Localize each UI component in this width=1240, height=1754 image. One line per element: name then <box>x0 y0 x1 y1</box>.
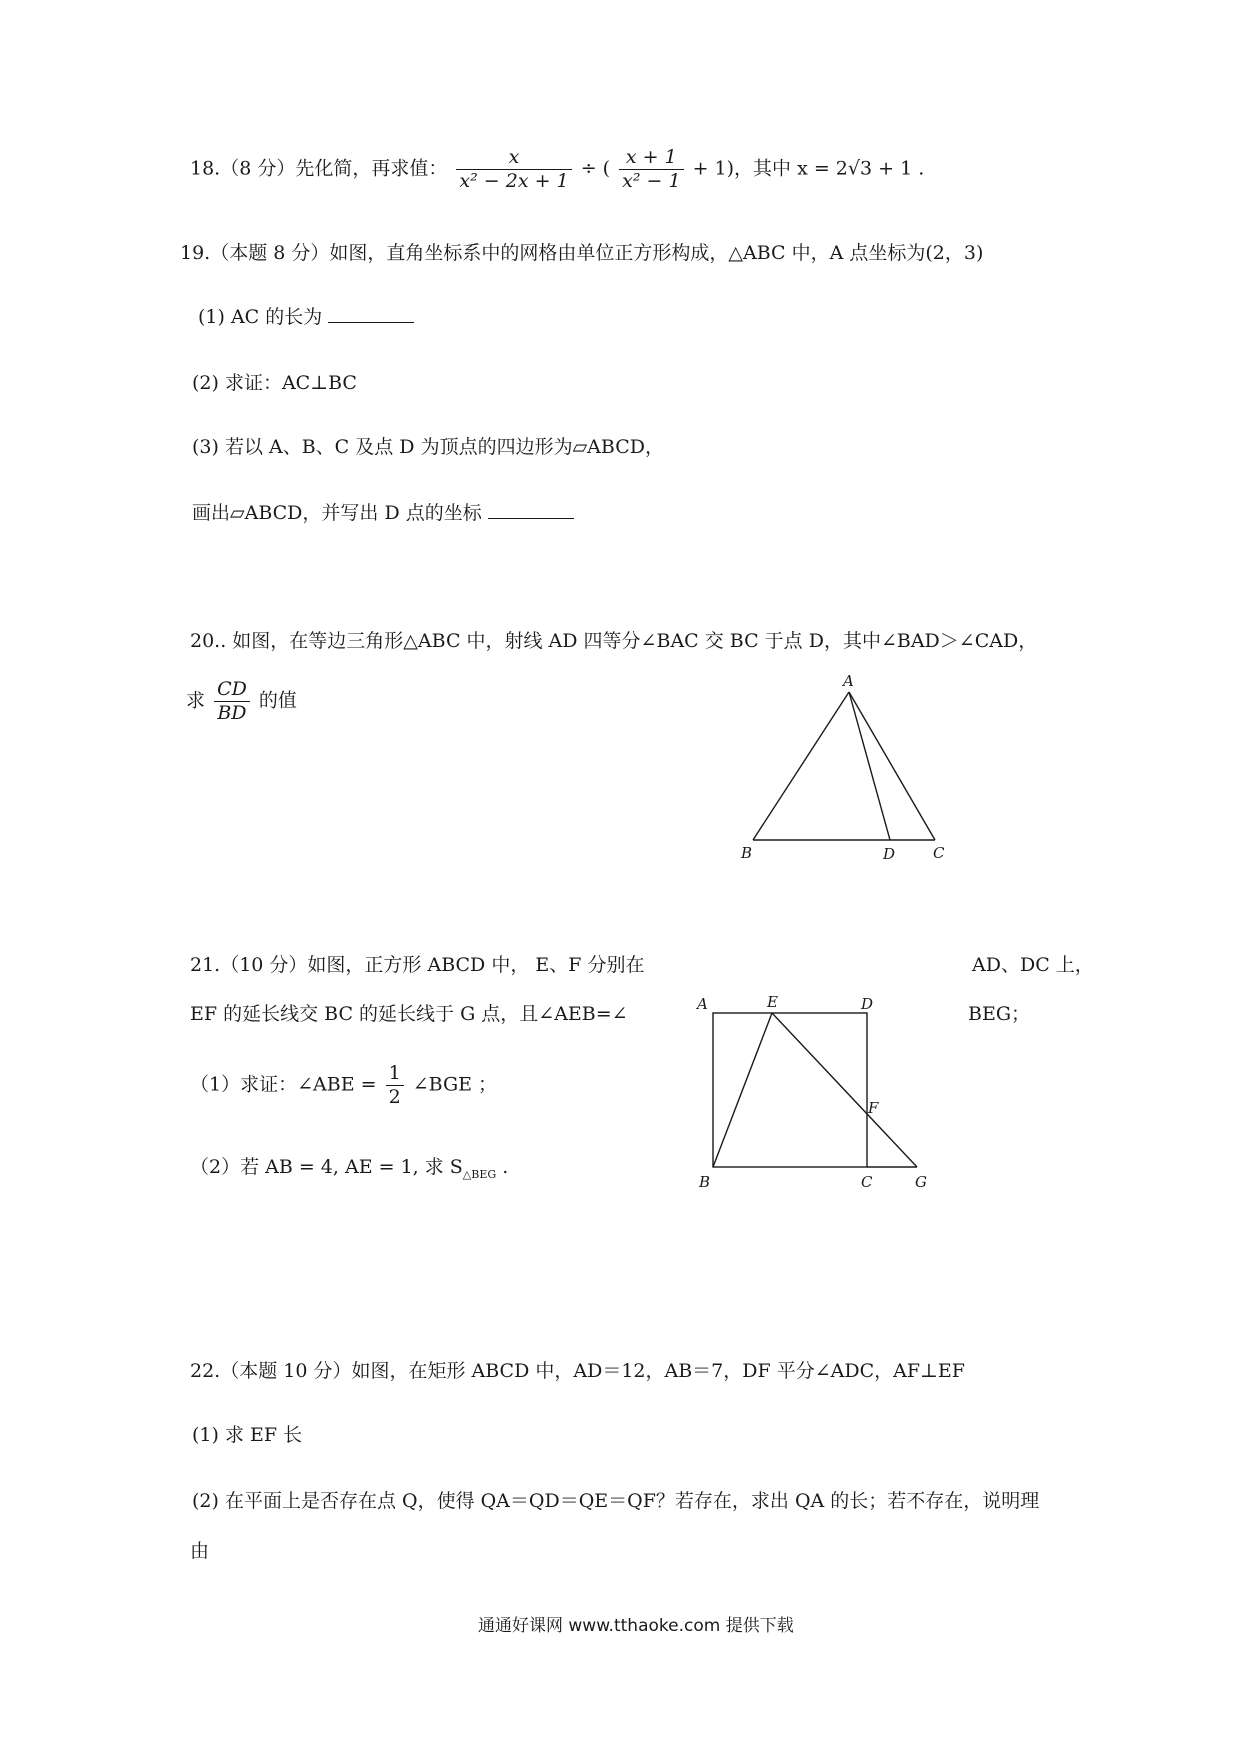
q21-segment-be <box>713 1013 772 1167</box>
q18-fraction-1-numerator: x <box>508 146 520 168</box>
q21-line-2-right: BEG； <box>968 1003 1031 1025</box>
q20-side-ac <box>849 692 935 840</box>
q21-label-b: B <box>699 1173 711 1191</box>
q22-part-1: (1) 求 EF 长 <box>192 1424 303 1446</box>
q20-triangle-figure <box>735 672 965 872</box>
q21-square-figure <box>695 995 945 1195</box>
q21-half-numerator: 1 <box>388 1062 401 1084</box>
q21-part-2-text: （2）若 AB = 4, AE = 1, 求 S <box>190 1156 463 1178</box>
q18-head: 18.（8 分）先化简，再求值： <box>190 157 448 180</box>
q18-fraction-1-denominator: x² − 2x + 1 <box>456 169 571 191</box>
q19-part-1-text: (1) AC 的长为 <box>198 306 323 328</box>
q21-label-f: F <box>868 1099 879 1117</box>
q18-fraction-2 <box>619 148 683 191</box>
q21-area-subscript: △BEG <box>462 1167 497 1181</box>
q20-line-1: 20.. 如图，在等边三角形△ABC 中，射线 AD 四等分∠BAC 交 BC 于点 D，其中∠BAD＞∠CAD， <box>190 630 1038 652</box>
q19-part-2: (2) 求证：AC⊥BC <box>192 372 357 394</box>
q18-tail: + 1)，其中 x = 2√3 + 1 . <box>692 157 925 180</box>
q21-label-a: A <box>697 995 708 1013</box>
q18-fraction-2-denominator: x² − 1 <box>619 169 683 191</box>
q20-ask-pre: 求 <box>186 689 206 712</box>
q20-ask-post: 的值 <box>258 689 297 712</box>
q21-part-1-post: ∠BGE ； <box>412 1073 498 1096</box>
q22-head: 22.（本题 10 分）如图，在矩形 ABCD 中，AD＝12，AB＝7，DF 平分∠ADC，AF⊥EF <box>190 1360 965 1382</box>
q20-fraction <box>214 680 250 723</box>
q20-ray-ad <box>849 692 890 840</box>
q20-label-b: B <box>741 844 753 862</box>
q21-segment-eg <box>772 1013 917 1167</box>
q20-fraction-numerator: CD <box>217 678 247 700</box>
q19-part-4 <box>192 504 574 523</box>
q21-part-2 <box>190 1158 508 1180</box>
q20-label-c: C <box>933 844 945 862</box>
q19-head: 19.（本题 8 分）如图，直角坐标系中的网格由单位正方形构成，△ABC 中，A 点坐标为(2，3) <box>180 242 984 264</box>
q21-part-1 <box>190 1064 497 1107</box>
q21-label-c: C <box>861 1173 873 1191</box>
q21-line-2-left: EF 的延长线交 BC 的延长线于 G 点，且∠AEB=∠ <box>190 1003 628 1025</box>
q22-part-2: (2) 在平面上是否存在点 Q，使得 QA＝QD＝QE＝QF？若存在，求出 QA 的长；若不存在，说明理 <box>192 1490 1040 1512</box>
q21-half-denominator: 2 <box>386 1085 404 1107</box>
q19-part-3: (3) 若以 A、B、C 及点 D 为顶点的四边形为▱ABCD， <box>192 436 664 458</box>
q18-fraction-2-numerator: x + 1 <box>625 146 677 168</box>
q21-line-1-right: AD、DC 上， <box>972 954 1094 976</box>
q19-part-1 <box>198 308 414 327</box>
q20-label-a: A <box>843 672 854 690</box>
q18-line <box>190 148 924 191</box>
q19-answer-blank-2 <box>488 517 574 519</box>
q19-answer-blank-1 <box>328 321 414 323</box>
q20-side-ab <box>753 692 849 840</box>
q19-part-4-text: 画出▱ABCD，并写出 D 点的坐标 <box>192 502 482 524</box>
q21-line-1-left: 21.（10 分）如图，正方形 ABCD 中， E、F 分别在 <box>190 954 645 976</box>
q21-label-g: G <box>915 1173 927 1191</box>
q21-part-1-pre: （1）求证：∠ABE = <box>190 1073 377 1096</box>
q20-fraction-denominator: BD <box>214 701 250 723</box>
q20-ask <box>186 680 297 723</box>
q21-part-2-end: . <box>496 1156 509 1178</box>
page-footer: 通通好课网 www.tthaoke.com 提供下载 <box>478 1616 794 1636</box>
q21-half-fraction <box>386 1064 404 1107</box>
q20-label-d: D <box>883 845 896 863</box>
q18-divide-operator: ÷ ( <box>580 157 611 180</box>
q21-label-e: E <box>767 995 778 1011</box>
q18-fraction-1 <box>456 148 571 191</box>
q22-part-2-cont: 由 <box>190 1540 210 1562</box>
q21-label-d: D <box>861 995 874 1013</box>
